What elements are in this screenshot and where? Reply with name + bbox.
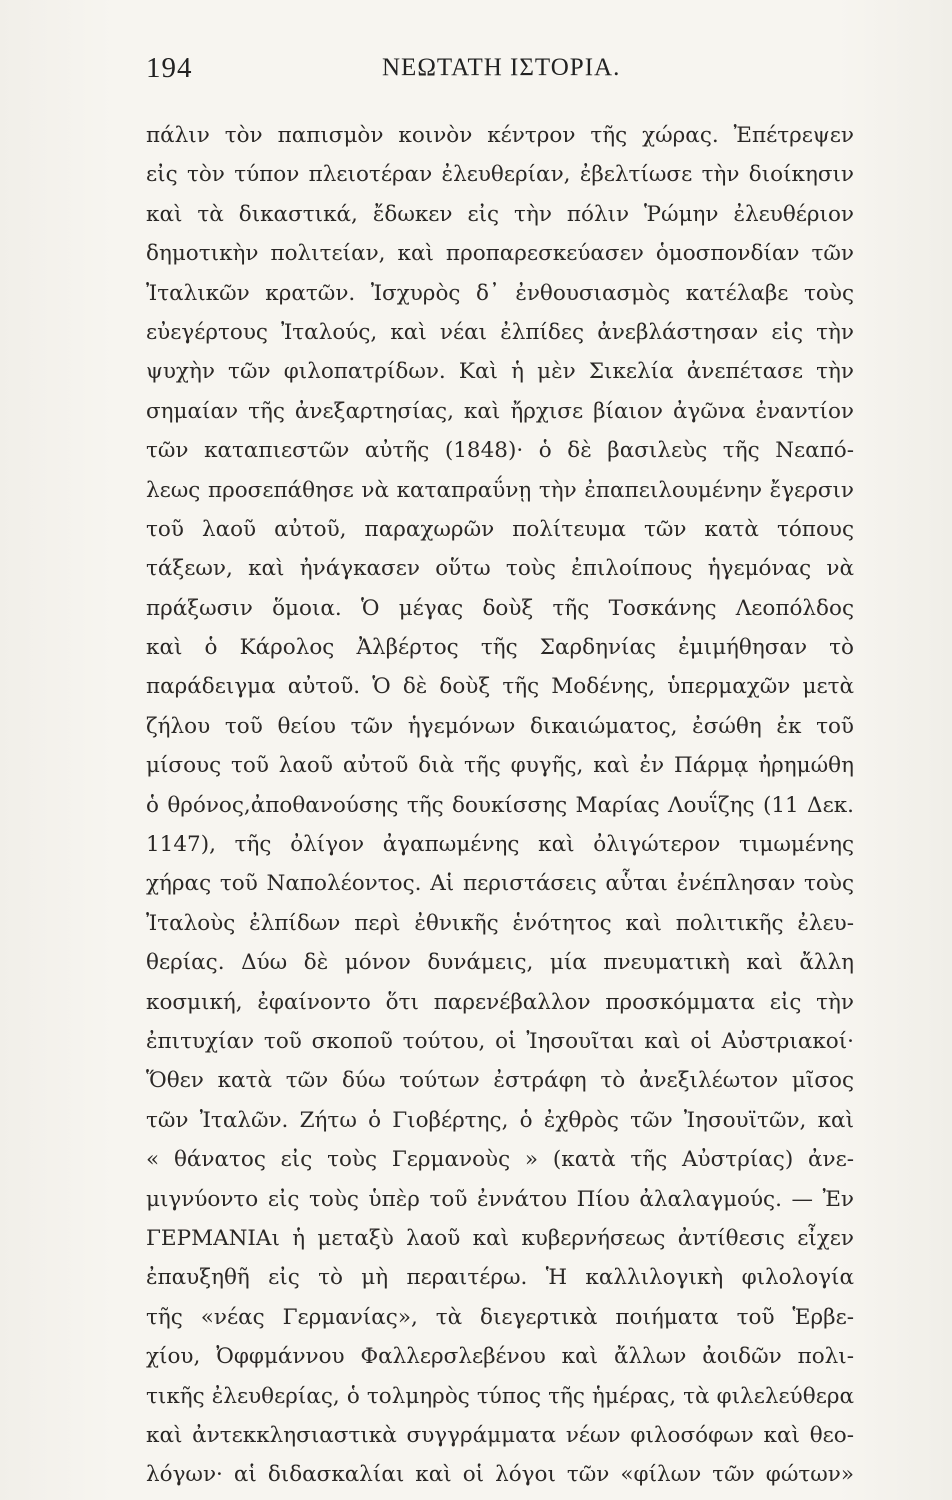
text-line: ΓΕΡΜΑΝΙΑι ἡ μεταξὺ λαοῦ καὶ κυβερνήσεως ἀντίθεσις εἶχεν [146,1225,854,1251]
running-head: ΝΕΩΤΑΤΗ ΙΣΤΟΡΙΑ. [382,54,621,81]
text-line: χίου, Ὀφφμάννου Φαλλερσλεβένου καὶ ἄλλων ἀοιδῶν πολι- [146,1344,854,1370]
text-line: ζήλου τοῦ θείου τῶν ἡγεμόνων δικαιώματος, ἐσώθη ἐκ τοῦ [146,713,854,739]
text-line: πράξωσιν ὅμοια. Ὁ μέγας δοὺξ τῆς Τοσκάνης Λεοπόλδος [146,595,854,621]
text-line: λόγων· αἱ διδασκαλίαι καὶ οἱ λόγοι τῶν «φίλων τῶν φώτων» [146,1462,854,1488]
text-line: ψυχὴν τῶν φιλοπατρίδων. Καὶ ἡ μὲν Σικελία ἀνεπέτασε τὴν [146,359,854,385]
text-line: σημαίαν τῆς ἀνεξαρτησίας, καὶ ἤρχισε βίαιον ἀγῶνα ἐναντίον [146,398,854,424]
text-line: εἰς τὸν τύπον πλειοτέραν ἐλευθερίαν, ἐβελτίωσε τὴν διοίκησιν [146,162,854,188]
page-number: 194 [146,52,193,84]
text-line: τοῦ λαοῦ αὐτοῦ, παραχωρῶν πολίτευμα τῶν κατὰ τόπους [146,516,854,542]
page-header [146,52,846,92]
text-line: εὐεγέρτους Ἰταλούς, καὶ νέαι ἐλπίδες ἀνεβλάστησαν εἰς τὴν [146,319,854,345]
text-line: καὶ ἀντεκκλησιαστικὰ συγγράμματα νέων φιλοσόφων καὶ θεο- [146,1422,854,1448]
text-line: μιγνύοντο εἰς τοὺς ὑπὲρ τοῦ ἐννάτου Πίου ἀλαλαγμούς. — Ἐν [146,1186,854,1212]
text-line: « θάνατος εἰς τοὺς Γερμανοὺς » (κατὰ τῆς Αὐστρίας) ἀνε- [146,1147,854,1173]
text-line: παράδειγμα αὐτοῦ. Ὁ δὲ δοὺξ τῆς Μοδένης, ὑπερμαχῶν μετὰ [146,674,854,700]
text-line: τῆς «νέας Γερμανίας», τὰ διεγερτικὰ ποιήματα τοῦ Ἑρβε- [146,1304,854,1330]
text-line: ὁ θρόνος,ἀποθανούσης τῆς δουκίσσης Μαρίας Λουΐζης (11 Δεκ. [146,792,854,818]
text-line: τῶν Ἰταλῶν. Ζήτω ὁ Γιοβέρτης, ὁ ἐχθρὸς τῶν Ἰησουϊτῶν, καὶ [146,1107,854,1133]
text-line: Ὅθεν κατὰ τῶν δύω τούτων ἐστράφη τὸ ἀνεξιλέωτον μῖσος [146,1068,854,1094]
text-line: 1147), τῆς ὀλίγον ἀγαπωμένης καὶ ὀλιγώτερον τιμωμένης [146,832,854,858]
text-line: καὶ τὰ δικαστικά, ἔδωκεν εἰς τὴν πόλιν Ῥώμην ἐλευθέριον [146,201,854,227]
text-line: ἐπαυξηθῆ εἰς τὸ μὴ περαιτέρω. Ἡ καλλιλογικὴ φιλολογία [146,1265,854,1291]
text-line: μίσους τοῦ λαοῦ αὐτοῦ διὰ τῆς φυγῆς, καὶ ἐν Πάρμᾳ ἠρημώθη [146,753,854,779]
text-line: τῶν καταπιεστῶν αὐτῆς (1848)· ὁ δὲ βασιλεὺς τῆς Νεαπό- [146,438,854,464]
text-line: κοσμική, ἐφαίνοντο ὅτι παρενέβαλλον προσκόμματα εἰς τὴν [146,989,854,1015]
text-line: λεως προσεπάθησε νὰ καταπραΰνῃ τὴν ἐπαπειλουμένην ἔγερσιν [146,477,854,503]
text-line: θερίας. Δύω δὲ μόνον δυνάμεις, μία πνευματικὴ καὶ ἄλλη [146,950,854,976]
body-text [146,116,854,1495]
text-line: Ἰταλικῶν κρατῶν. Ἰσχυρὸς δ᾽ ἐνθουσιασμὸς κατέλαβε τοὺς [146,280,854,306]
text-line: ἐπιτυχίαν τοῦ σκοποῦ τούτου, οἱ Ἰησουῖται καὶ οἱ Αὐστριακοί· [146,1028,854,1054]
text-line: πάλιν τὸν παπισμὸν κοινὸν κέντρον τῆς χώρας. Ἐπέτρεψεν [146,123,854,148]
text-line: δημοτικὴν πολιτείαν, καὶ προπαρεσκεύασεν ὁμοσπονδίαν τῶν [146,241,854,267]
text-line: τικῆς ἐλευθερίας, ὁ τολμηρὸς τύπος τῆς ἡμέρας, τὰ φιλελεύθερα [146,1383,854,1409]
text-line: Ἰταλοὺς ἐλπίδων περὶ ἐθνικῆς ἑνότητος καὶ πολιτικῆς ἐλευ- [146,910,854,936]
text-line: τάξεων, καὶ ἠνάγκασεν οὕτω τοὺς ἐπιλοίπους ἡγεμόνας νὰ [146,556,854,582]
text-line: χήρας τοῦ Ναπολέοντος. Αἱ περιστάσεις αὗται ἐνέπλησαν τοὺς [146,871,854,897]
text-line: καὶ ὁ Κάρολος Ἀλβέρτος τῆς Σαρδηνίας ἐμιμήθησαν τὸ [146,635,854,661]
